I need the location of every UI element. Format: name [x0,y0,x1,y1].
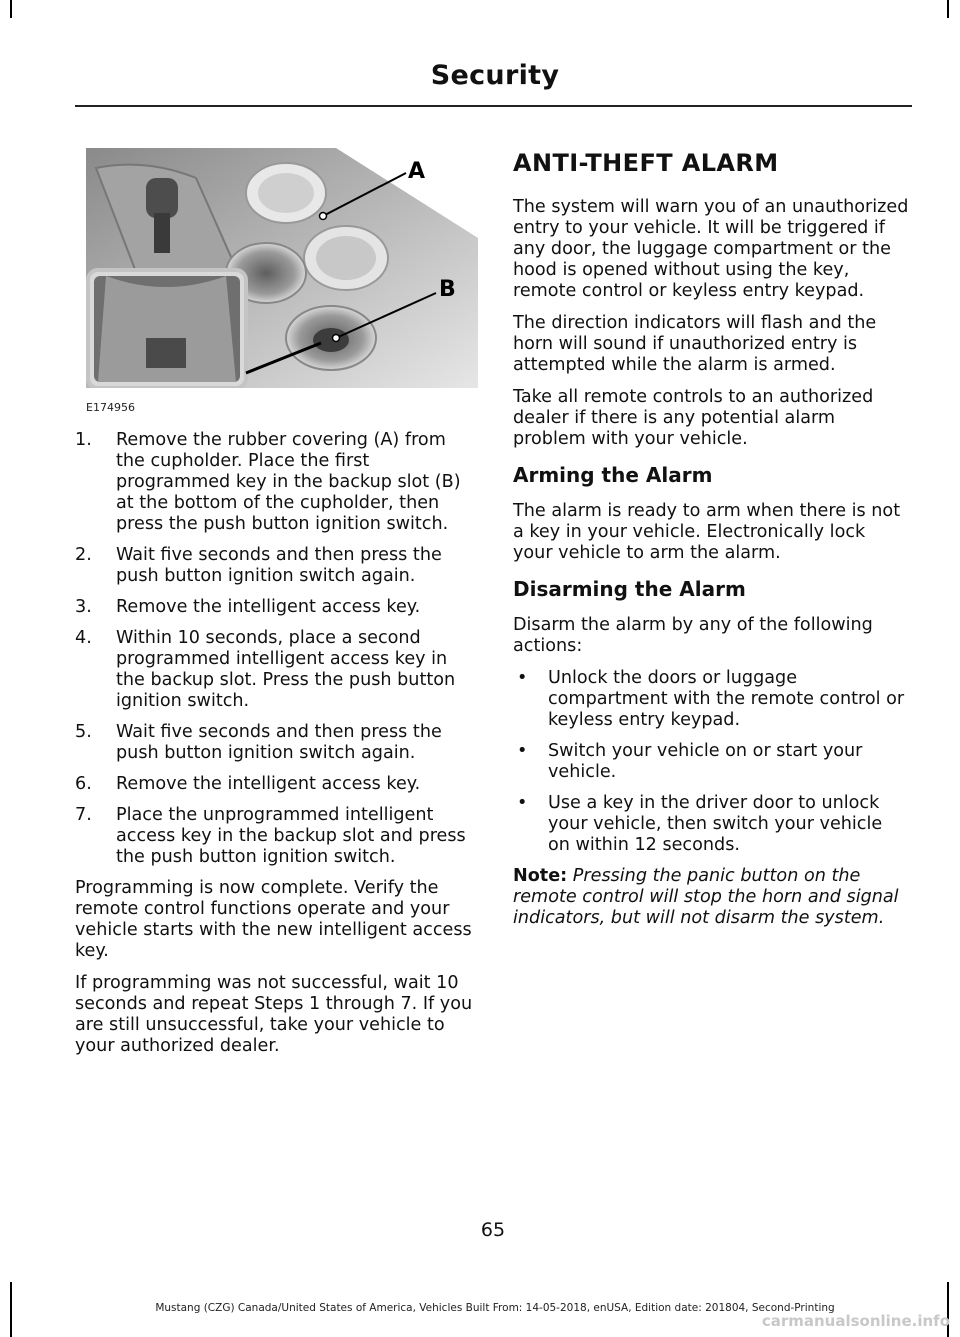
page-number: 65 [480,1219,506,1241]
step-number: 7. [75,805,92,825]
alarm-intro-paragraph: The system will warn you of an unauthorized entry to your vehicle. It will be triggered if any door, the luggage compartment or the hood is opened without using the key, remote control or keyless entry keypad. [513,197,909,301]
list-item-text: Switch your vehicle on or start your vehicle. [548,741,863,782]
watermark: carmanualsonline.info [761,1312,950,1330]
list-item [513,668,909,731]
arming-paragraph: The alarm is ready to arm when there is not a key in your vehicle. Electronically lock your vehicle to arm the alarm. [513,501,901,563]
step-item [75,628,475,712]
programming-steps [75,430,475,868]
disarming-actions [513,668,909,856]
bullet-icon: • [517,793,528,813]
list-item-text: Use a key in the driver door to unlock your vehicle, then switch your vehicle on within 12 seconds. [548,793,883,855]
step-text: Place the unprogrammed intelligent access key in the backup slot and press the push button ignition switch. [116,805,466,867]
bullet-icon: • [517,668,528,688]
step-number: 2. [75,545,92,565]
step-item [75,805,475,868]
left-column [75,430,475,1068]
callout-b: B [439,277,456,302]
crop-mark-top-left [10,0,12,18]
callout-a: A [408,159,426,184]
alarm-indicators-paragraph: The direction indicators will flash and the horn will sound if unauthorized entry is attempted while the alarm is armed. [513,313,877,375]
step-item [75,597,475,618]
footer-text: Mustang (CZG) Canada/United States of America, Vehicles Built From: 14-05-2018, enUSA, Edition date: 201804, Second-Printing [155,1302,835,1314]
step-text: Remove the intelligent access key. [116,774,421,794]
step-number: 6. [75,774,92,794]
figure-code: E174956 [86,401,135,414]
arming-heading: Arming the Alarm [513,463,713,487]
programming-failed-paragraph: If programming was not successful, wait 10 seconds and repeat Steps 1 through 7. If you are still unsuccessful, take your vehicle to your authorized dealer. [75,973,473,1056]
step-item [75,545,475,587]
header-divider [75,105,912,107]
step-number: 3. [75,597,92,617]
disarming-intro: Disarm the alarm by any of the following actions: [513,615,873,656]
step-number: 5. [75,722,92,742]
cupholder-illustration [86,148,478,388]
step-text: Within 10 seconds, place a second programmed intelligent access key in the backup slot. Press the push button ignition switch. [116,628,456,711]
list-item [513,741,909,783]
section-heading: ANTI-THEFT ALARM [513,149,779,177]
step-item [75,722,475,764]
step-item [75,774,475,795]
bullet-icon: • [517,741,528,761]
list-item-text: Unlock the doors or luggage compartment with the remote control or keyless entry keypad. [548,668,905,730]
step-item [75,430,475,535]
step-text: Wait five seconds and then press the push button ignition switch again. [116,545,442,586]
right-column [513,148,909,940]
step-text: Wait five seconds and then press the push button ignition switch again. [116,722,442,763]
page-title: Security [430,60,560,91]
programming-complete-paragraph: Programming is now complete. Verify the remote control functions operate and your vehicle starts with the new intelligent access key. [75,878,472,961]
step-number: 4. [75,628,92,648]
list-item [513,793,909,856]
disarming-heading: Disarming the Alarm [513,577,746,601]
step-text: Remove the rubber covering (A) from the cupholder. Place the first programmed key in the backup slot (B) at the bottom of the cupholder, then press the push button ignition switch. [116,430,461,534]
alarm-dealer-paragraph: Take all remote controls to an authorized dealer if there is any potential alarm problem with your vehicle. [513,387,874,449]
note [513,866,909,929]
note-label: Note: [513,866,568,886]
crop-mark-top-right [947,0,949,18]
step-text: Remove the intelligent access key. [116,597,421,617]
step-number: 1. [75,430,92,450]
note-text: Pressing the panic button on the remote control will stop the horn and signal indicators, but will not disarm the system. [513,866,899,928]
